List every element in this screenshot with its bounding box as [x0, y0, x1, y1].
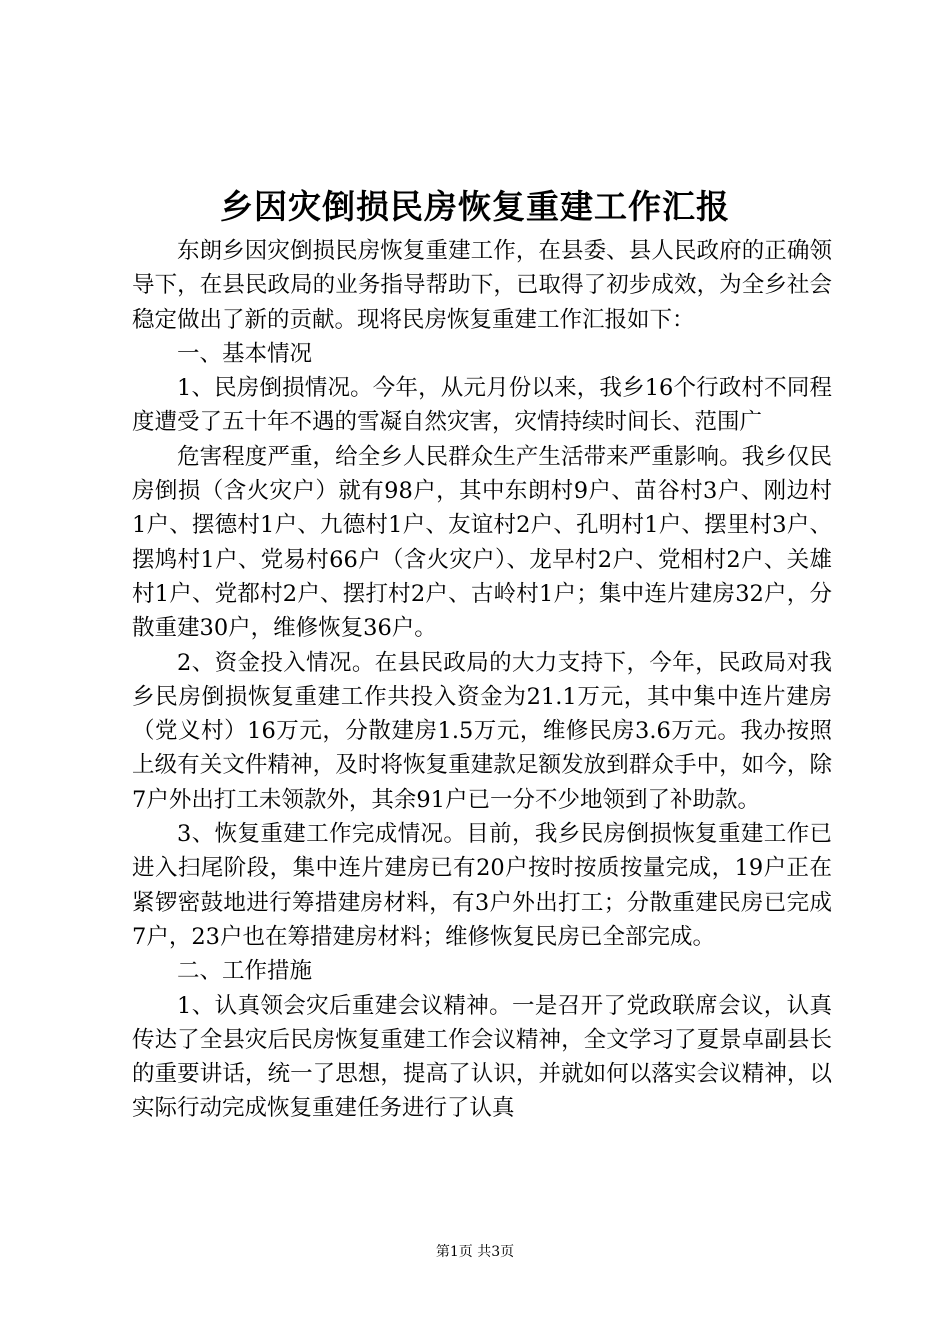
document-body — [132, 234, 832, 1126]
paragraph-intro: 东朗乡因灾倒损民房恢复重建工作，在县委、县人民政府的正确领导下，在县民政局的业务指导帮助下，已取得了初步成效，为全乡社会稳定做出了新的贡献。现将民房恢复重建工作汇报如下： — [132, 238, 832, 333]
section-heading-basic: 一、基本情况 — [177, 340, 313, 367]
paragraph-house-damage: 1、民房倒损情况。今年，从元月份以来，我乡16个行政村不同程度遭受了五十年不遇的雪凝自然灾害，灾情持续时间长、范围广 — [132, 375, 832, 436]
paragraph-funding: 2、资金投入情况。在县民政局的大力支持下，今年，民政局对我乡民房倒损恢复重建工作共投入资金为21.1万元，其中集中连片建房（党义村）16万元，分散建房1.5万元，维修民房3.6万元。我办按照上级有关文件精神，及时将恢复重建款足额发放到群众手中，如今，除7户外出打工未领款外，其余91户已一分不少地领到了补助款。 — [132, 649, 832, 813]
paragraph-measure-1: 1、认真领会灾后重建会议精神。一是召开了党政联席会议，认真传达了全县灾后民房恢复重建工作会议精神，全文学习了夏景卓副县长的重要讲话，统一了思想，提高了认识，并就如何以落实会议精神，以实际行动完成恢复重建任务进行了认真 — [132, 992, 832, 1122]
paragraph-damage-details: 危害程度严重，给全乡人民群众生产生活带来严重影响。我乡仅民房倒损（含火灾户）就有98户，其中东朗村9户、苗谷村3户、刚边村1户、摆德村1户、九德村1户、友谊村2户、孔明村1户、摆里村3户、摆鸠村1户、党易村66户（含火灾户）、龙早村2户、党相村2户、关雄村1户、党都村2户、摆打村2户、古岭村1户；集中连片建房32户，分散重建30户，维修恢复36户。 — [132, 443, 832, 642]
page-footer: 第1页 共3页 — [435, 1244, 515, 1260]
paragraph-progress: 3、恢复重建工作完成情况。目前，我乡民房倒损恢复重建工作已进入扫尾阶段，集中连片建房已有20户按时按质按量完成，19户正在紧锣密鼓地进行筹措建房材料，有3户外出打工；分散重建民房已完成7户，23户也在筹措建房材料；维修恢复民房已全部完成。 — [132, 821, 832, 950]
section-heading-measures: 二、工作措施 — [177, 958, 313, 985]
document-title: 乡因灾倒损民房恢复重建工作汇报 — [220, 187, 730, 226]
